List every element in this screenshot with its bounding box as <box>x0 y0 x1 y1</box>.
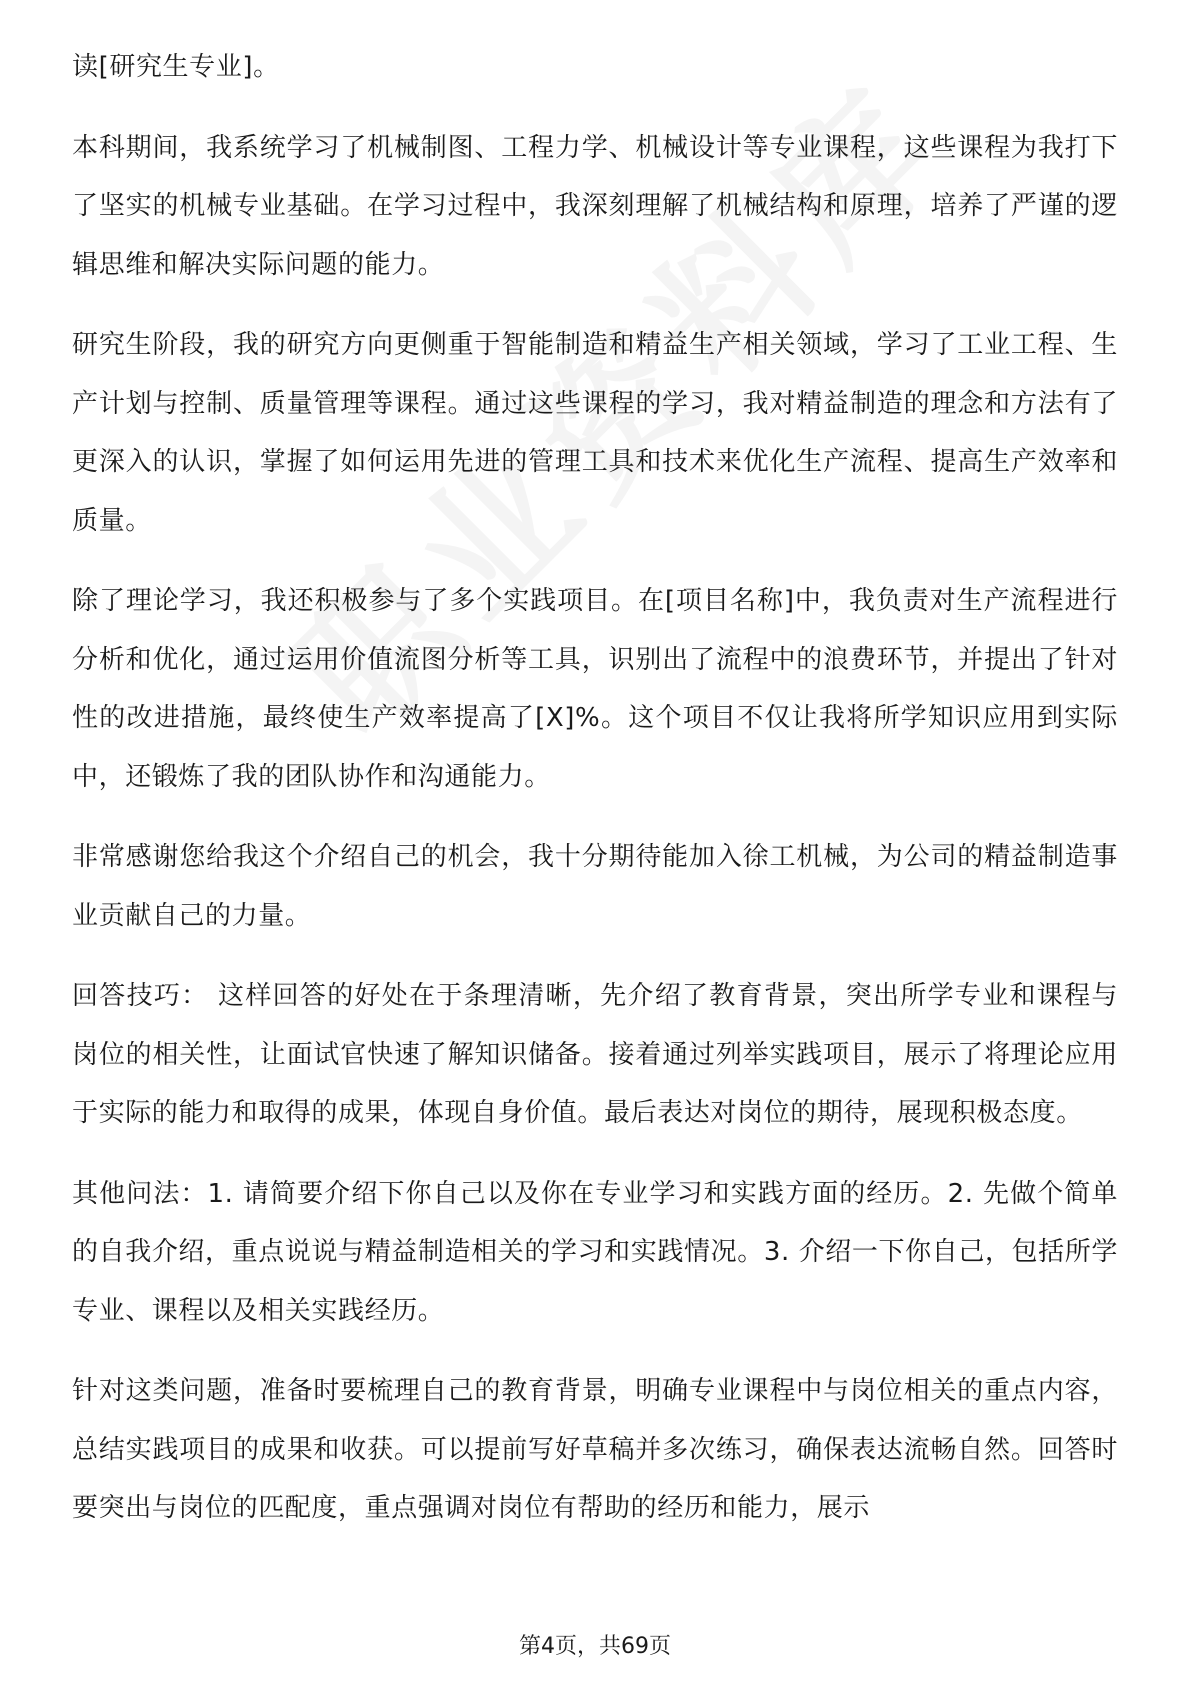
page-number-footer: 第4页，共69页 <box>519 1634 671 1659</box>
paragraph-other-questions: 其他问法：1. 请简要介绍下你自己以及你在专业学习和实践方面的经历。2. 先做个简单的自我介绍，重点说说与精益制造相关的学习和实践情况。3. 介绍一下你自己，包括所学专业、课程以及相关实践经历。 <box>72 1178 1118 1326</box>
paragraph-preparation: 针对这类问题，准备时要梳理自己的教育背景，明确专业课程中与岗位相关的重点内容，总结实践项目的成果和收获。可以提前写好草稿并多次练习，确保表达流畅自然。回答时要突出与岗位的匹配度，重点强调对岗位有帮助的经历和能力，展示 <box>72 1376 1118 1523</box>
paragraph-undergraduate: 本科期间，我系统学习了机械制图、工程力学、机械设计等专业课程，这些课程为我打下了坚实的机械专业基础。在学习过程中，我深刻理解了机械结构和原理，培养了严谨的逻辑思维和解决实际问题的能力。 <box>72 132 1118 280</box>
paragraph-answer-tips: 回答技巧： 这样回答的好处在于条理清晰，先介绍了教育背景，突出所学专业和课程与岗位的相关性，让面试官快速了解知识储备。接着通过列举实践项目，展示了将理论应用于实际的能力和取得的成果，体现自身价值。最后表达对岗位的期待，展现积极态度。 <box>72 981 1118 1128</box>
paragraph-graduate: 研究生阶段，我的研究方向更侧重于智能制造和精益生产相关领域，学习了工业工程、生产计划与控制、质量管理等课程。通过这些课程的学习，我对精益制造的理念和方法有了更深入的认识，掌握了如何运用先进的管理工具和技术来优化生产流程、提高生产效率和质量。 <box>72 330 1118 536</box>
paragraph-practice: 除了理论学习，我还积极参与了多个实践项目。在[项目名称]中，我负责对生产流程进行分析和优化，通过运用价值流图分析等工具，识别出了流程中的浪费环节，并提出了针对性的改进措施，最终使生产效率提高了[X]%。这个项目不仅让我将所学知识应用到实际中，还锻炼了我的团队协作和沟通能力。 <box>72 586 1118 792</box>
paragraph-closing: 非常感谢您给我这个介绍自己的机会，我十分期待能加入徐工机械，为公司的精益制造事业贡献自己的力量。 <box>72 842 1118 931</box>
document-body <box>72 38 1118 1560</box>
paragraph-continuation: 读[研究生专业]。 <box>72 52 280 82</box>
